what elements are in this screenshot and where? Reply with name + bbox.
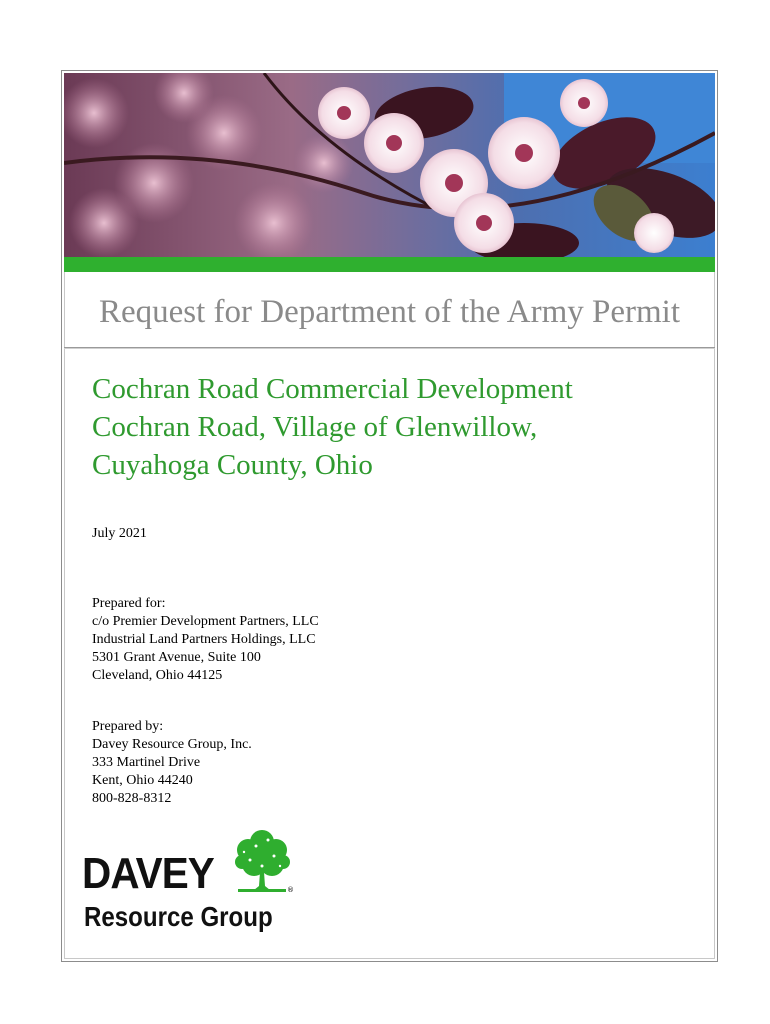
accent-bar <box>64 257 715 272</box>
document-title: Request for Department of the Army Permit <box>98 294 681 330</box>
logo-wordmark: DAVEY <box>82 849 214 898</box>
cover-photo-cherry-blossoms <box>64 73 715 257</box>
davey-logo <box>82 826 302 938</box>
prepared-by-block <box>92 718 252 808</box>
prepared-for-block <box>92 595 319 685</box>
prepared-by-line: Kent, Ohio 44240 <box>92 773 193 788</box>
prepared-for-line: c/o Premier Development Partners, LLC <box>92 614 319 629</box>
project-line-1: Cochran Road Commercial Development <box>92 373 573 405</box>
registered-mark: ® <box>287 886 294 894</box>
prepared-by-heading: Prepared by: <box>92 719 164 734</box>
prepared-for-line: 5301 Grant Avenue, Suite 100 <box>92 650 261 665</box>
project-name <box>92 370 692 484</box>
prepared-by-line: 800-828-8312 <box>92 791 172 806</box>
prepared-for-line: Industrial Land Partners Holdings, LLC <box>92 632 316 647</box>
prepared-by-line: 333 Martinel Drive <box>92 755 201 770</box>
document-date: July 2021 <box>92 526 147 541</box>
project-line-3: Cuyahoga County, Ohio <box>92 449 373 481</box>
prepared-for-heading: Prepared for: <box>92 596 166 611</box>
prepared-by-line: Davey Resource Group, Inc. <box>92 737 252 752</box>
prepared-for-line: Cleveland, Ohio 44125 <box>92 668 223 683</box>
title-divider <box>64 347 715 349</box>
project-line-2: Cochran Road, Village of Glenwillow, <box>92 411 538 443</box>
logo-subtitle: Resource Group <box>84 901 273 932</box>
tree-icon <box>232 826 292 899</box>
